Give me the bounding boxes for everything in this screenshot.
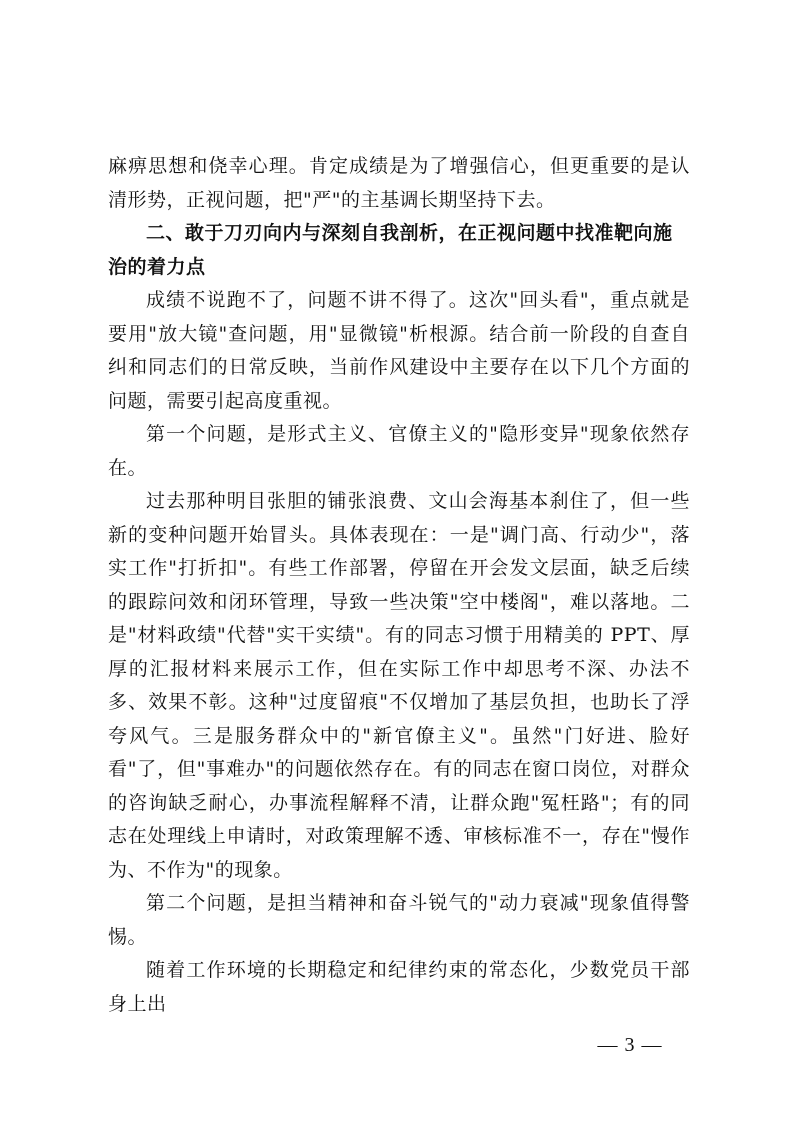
- paragraph-intro: 成绩不说跑不了，问题不讲不得了。这次"回头看"，重点就是要用"放大镜"查问题，用"显微镜"析根源。结合前一阶段的自查自纠和同志们的日常反映，当前作风建设中主要存在以下几个方面的问题，需要引起高度重视。: [108, 289, 690, 412]
- section-heading: 二、敢于刀刃向内与深刻自我剖析，在正视问题中找准靶向施治的着力点: [108, 222, 673, 278]
- document-body: [108, 150, 690, 1021]
- paragraph-problem-two-detail: 随着工作环境的长期稳定和纪律约束的常态化，少数党员干部身上出: [108, 959, 690, 1015]
- paragraph-continuation: 麻痹思想和侥幸心理。肯定成绩是为了增强信心，但更重要的是认清形势，正视问题，把"严"的主基调长期坚持下去。: [108, 155, 690, 211]
- page-number: — 3 —: [597, 1034, 663, 1056]
- paragraph-problem-one-detail: 过去那种明目张胆的铺张浪费、文山会海基本刹住了，但一些新的变种问题开始冒头。具体表现在：一是"调门高、行动少"，落实工作"打折扣"。有些工作部署，停留在开会发文层面，缺乏后续的跟踪问效和闭环管理，导致一些决策"空中楼阁"，难以落地。二是"材料政绩"代替"实干实绩"。有的同志习惯于用精美的 PPT、厚厚的汇报材料来展示工作，但在实际工作中却思考不深、办法不多、效果不彰。这种"过度留痕"不仅增加了基层负担，也助长了浮夸风气。三是服务群众中的"新官僚主义"。虽然"门好进、脸好看"了，但"事难办"的问题依然存在。有的同志在窗口岗位，对群众的咨询缺乏耐心，办事流程解释不清，让群众跑"冤枉路"；有的同志在处理线上申请时，对政策理解不透、审核标准不一，存在"慢作为、不作为"的现象。: [108, 490, 690, 881]
- paragraph-problem-two-title: 第二个问题，是担当精神和奋斗锐气的"动力衰减"现象值得警惕。: [108, 892, 690, 948]
- paragraph-problem-one-title: 第一个问题，是形式主义、官僚主义的"隐形变异"现象依然存在。: [108, 423, 690, 479]
